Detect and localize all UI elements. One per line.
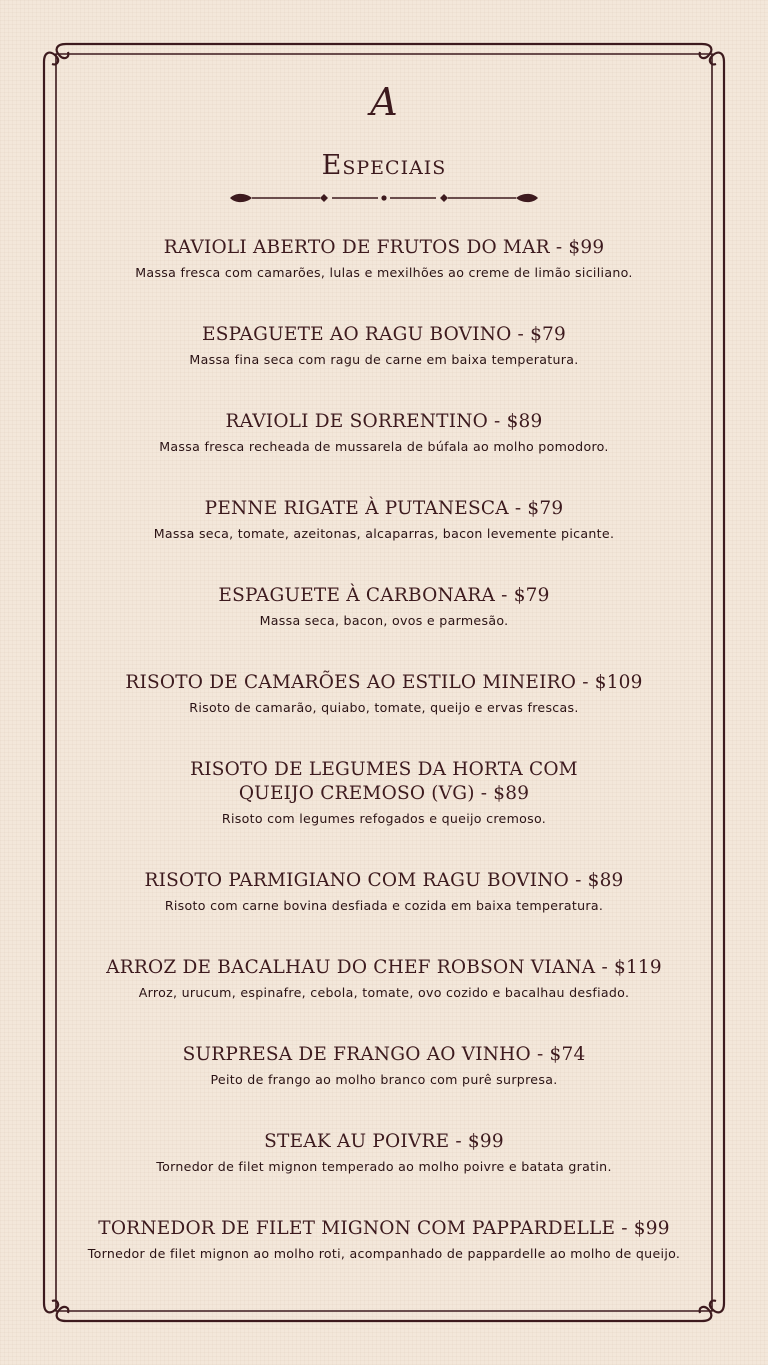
- menu-item: [84, 1043, 684, 1092]
- menu-item: [84, 410, 684, 459]
- ornamental-divider: [228, 187, 540, 209]
- menu-item-description: Massa fina seca com ragu de carne em baixa temperatura.: [189, 352, 579, 367]
- menu-item-description: Massa fresca recheada de mussarela de búfala ao molho pomodoro.: [159, 439, 609, 454]
- menu-item: [84, 869, 684, 918]
- menu-item-name: RISOTO PARMIGIANO COM RAGU BOVINO - $89: [144, 870, 624, 891]
- menu-item-name: STEAK AU POIVRE - $99: [264, 1131, 504, 1152]
- menu-item-name: SURPRESA DE FRANGO AO VINHO - $74: [182, 1044, 586, 1065]
- menu-item-name: TORNEDOR DE FILET MIGNON COM PAPPARDELLE - $99: [98, 1218, 670, 1239]
- menu-item-description: Risoto com carne bovina desfiada e cozida em baixa temperatura.: [164, 898, 604, 913]
- menu-item: [84, 956, 684, 1005]
- menu-item-name: PENNE RIGATE À PUTANESCA - $79: [204, 498, 564, 519]
- menu-item-description: Massa fresca com camarões, lulas e mexilhões ao creme de limão siciliano.: [135, 265, 633, 280]
- menu-item: [84, 497, 684, 546]
- menu-item: [84, 584, 684, 633]
- menu-item: [84, 758, 684, 831]
- menu-item: [84, 236, 684, 285]
- menu-item-name: RAVIOLI DE SORRENTINO - $89: [225, 411, 543, 432]
- menu-item-name: ARROZ DE BACALHAU DO CHEF ROBSON VIANA - $119: [106, 957, 662, 978]
- menu-items-list: [84, 236, 684, 1266]
- menu-item-description: Tornedor de filet mignon ao molho roti, acompanhado de pappardelle ao molho de queijo.: [87, 1246, 681, 1261]
- page-title: Especiais: [321, 150, 447, 181]
- menu-item-description: Tornedor de filet mignon temperado ao molho poivre e batata gratin.: [156, 1159, 612, 1174]
- menu-item: [84, 1217, 684, 1266]
- menu-item-description: Risoto com legumes refogados e queijo cremoso.: [221, 811, 547, 826]
- monogram-logo: A: [370, 80, 398, 124]
- menu-item-name: RISOTO DE CAMARÕES AO ESTILO MINEIRO - $109: [125, 672, 643, 693]
- menu-item-name: ESPAGUETE À CARBONARA - $79: [218, 585, 550, 606]
- menu-item: [84, 323, 684, 372]
- menu-item-description: Massa seca, bacon, ovos e parmesão.: [259, 613, 509, 628]
- menu-item-description: Peito de frango ao molho branco com purê surpresa.: [210, 1072, 558, 1087]
- menu-item-description: Arroz, urucum, espinafre, cebola, tomate, ovo cozido e bacalhau desfiado.: [138, 985, 630, 1000]
- menu-item-name: RAVIOLI ABERTO DE FRUTOS DO MAR - $99: [163, 237, 605, 258]
- menu-item-name: RISOTO DE LEGUMES DA HORTA COM QUEIJO CREMOSO (VG) - $89: [190, 759, 578, 804]
- menu-item-description: Massa seca, tomate, azeitonas, alcaparras, bacon levemente picante.: [153, 526, 615, 541]
- menu-item-name: ESPAGUETE AO RAGU BOVINO - $79: [202, 324, 566, 345]
- menu-item: [84, 671, 684, 720]
- menu-item-description: Risoto de camarão, quiabo, tomate, queijo e ervas frescas.: [189, 700, 579, 715]
- menu-item: [84, 1130, 684, 1179]
